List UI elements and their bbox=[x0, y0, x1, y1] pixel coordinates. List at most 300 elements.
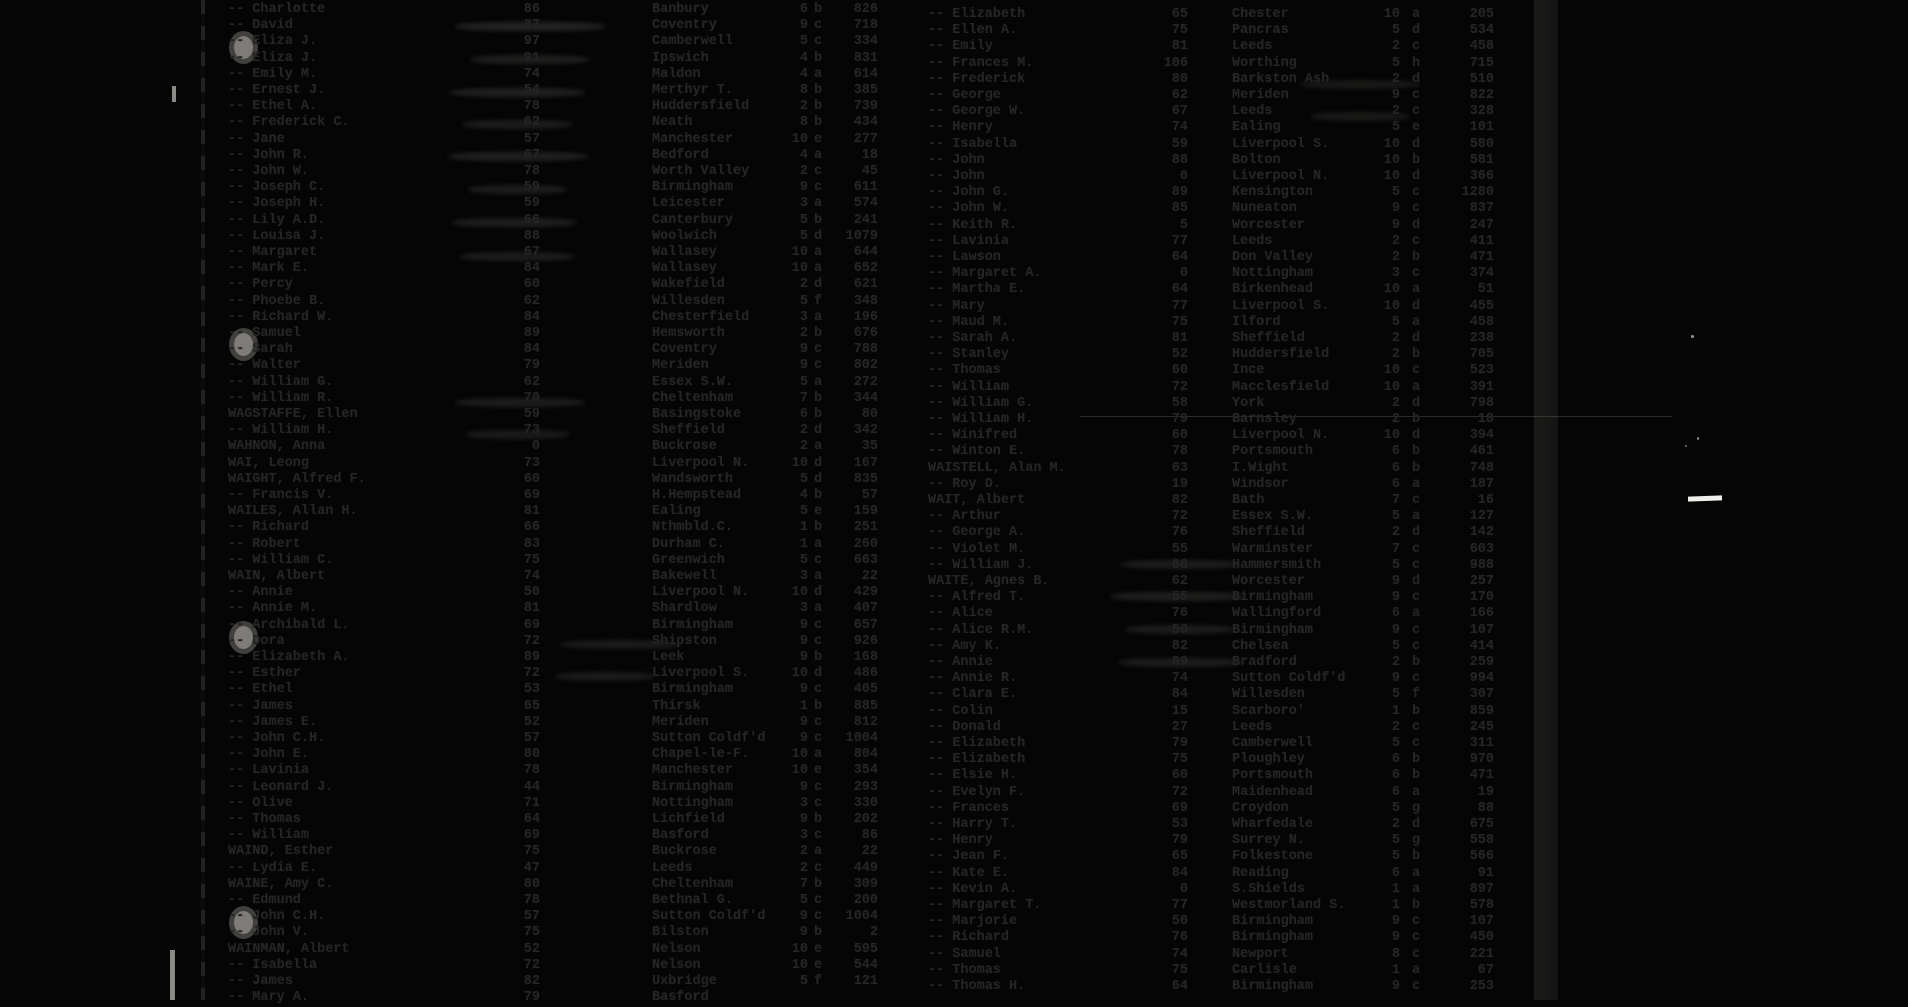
page-number-cell: 385 bbox=[853, 83, 878, 98]
volume-cell: 1 bbox=[799, 698, 808, 714]
name-cell: -- Harry T. bbox=[928, 817, 1018, 832]
age-cell: 80 bbox=[523, 747, 540, 763]
age-cell: 68 bbox=[1171, 557, 1188, 573]
district-cell: Cheltenham bbox=[652, 876, 734, 892]
age-cell: 89 bbox=[1171, 185, 1188, 201]
volume-cell: 3 bbox=[799, 795, 808, 811]
district-cell: Huddersfield bbox=[1232, 347, 1330, 363]
page-number-cell: 330 bbox=[853, 795, 878, 811]
volume-cell: 10 bbox=[1383, 169, 1400, 184]
district-cell: Manchester bbox=[652, 131, 734, 147]
name-cell: -- George W. bbox=[928, 104, 1026, 120]
name-cell: -- Martha E. bbox=[928, 282, 1026, 298]
name-cell: -- Ellen A. bbox=[928, 23, 1018, 39]
district-cell: Ealing bbox=[652, 504, 701, 520]
age-cell: 59 bbox=[523, 196, 540, 212]
page-number-cell: 328 bbox=[1469, 104, 1494, 120]
record-row bbox=[0, 185, 1908, 202]
subvolume-cell: a bbox=[814, 374, 823, 390]
subvolume-cell: b bbox=[1412, 152, 1421, 168]
subvolume-cell: c bbox=[814, 617, 823, 633]
name-cell: -- Olive bbox=[228, 795, 293, 811]
page-number-cell: 45 bbox=[861, 164, 878, 179]
subvolume-cell: b bbox=[814, 99, 823, 115]
name-cell: -- Ethel A. bbox=[228, 99, 318, 115]
record-row bbox=[0, 558, 1908, 575]
name-cell: -- John C.H. bbox=[228, 909, 326, 925]
district-cell: Windsor bbox=[1232, 476, 1289, 492]
volume-cell: 5 bbox=[1391, 849, 1400, 865]
page-number-cell: 205 bbox=[1469, 7, 1494, 22]
page-number-cell: 202 bbox=[853, 812, 878, 827]
volume-cell: 5 bbox=[1391, 736, 1400, 751]
volume-cell: 5 bbox=[799, 552, 808, 568]
volume-cell: 1 bbox=[1391, 881, 1400, 897]
name-cell: -- John V. bbox=[228, 925, 310, 941]
name-cell: -- Esther bbox=[228, 666, 301, 682]
name-cell: -- Charlotte bbox=[228, 2, 326, 17]
name-cell: -- Roy D. bbox=[928, 476, 1001, 492]
name-cell: WAISTELL, Alan M. bbox=[928, 460, 1066, 476]
district-cell: Folkestone bbox=[1232, 849, 1314, 865]
name-cell: WAI, Leong bbox=[228, 455, 310, 471]
page-number-cell: 676 bbox=[853, 326, 878, 341]
subvolume-cell: a bbox=[814, 601, 823, 617]
name-cell: -- James bbox=[228, 974, 293, 989]
age-cell: 70 bbox=[523, 390, 540, 406]
volume-cell: 6 bbox=[1391, 476, 1400, 492]
district-cell: Reading bbox=[1232, 865, 1289, 881]
name-cell: -- Amy K. bbox=[928, 638, 1001, 654]
district-cell: Chapel-le-F. bbox=[652, 747, 750, 763]
record-row bbox=[0, 201, 1908, 218]
page-number-cell: 471 bbox=[1469, 250, 1494, 265]
name-cell: -- Annie bbox=[928, 655, 993, 670]
age-cell: 65 bbox=[1171, 849, 1188, 865]
volume-cell: 9 bbox=[799, 909, 808, 925]
subvolume-cell: c bbox=[1412, 104, 1421, 120]
volume-cell: 10 bbox=[1383, 298, 1400, 314]
district-cell: Ipswich bbox=[652, 50, 709, 66]
record-row bbox=[0, 234, 1908, 251]
subvolume-cell: a bbox=[1412, 509, 1421, 525]
name-cell: -- Lavinia bbox=[228, 763, 310, 779]
name-cell: -- Donald bbox=[928, 719, 1001, 735]
volume-cell: 10 bbox=[1383, 136, 1400, 152]
subvolume-cell: c bbox=[814, 893, 823, 908]
age-cell: 58 bbox=[1171, 395, 1188, 411]
district-cell: Huddersfield bbox=[652, 99, 750, 115]
age-cell: 74 bbox=[1171, 946, 1188, 962]
volume-cell: 5 bbox=[1391, 23, 1400, 39]
district-cell: Chester bbox=[1232, 7, 1289, 22]
page-number-cell: 534 bbox=[1469, 23, 1494, 39]
district-cell: Bilston bbox=[652, 925, 709, 941]
page-number-cell: 22 bbox=[861, 844, 878, 860]
district-cell: Birmingham bbox=[652, 682, 734, 698]
page-number-cell: 574 bbox=[853, 196, 878, 212]
page-number-cell: 802 bbox=[853, 358, 878, 374]
name-cell: -- Margaret bbox=[228, 245, 318, 260]
record-row bbox=[0, 315, 1908, 332]
district-cell: Birmingham bbox=[652, 180, 734, 196]
subvolume-cell: b bbox=[1412, 250, 1421, 265]
age-cell: 84 bbox=[523, 309, 540, 325]
district-cell: Warminster bbox=[1232, 541, 1314, 557]
subvolume-cell: c bbox=[1412, 638, 1421, 654]
page-number-cell: 748 bbox=[1469, 460, 1494, 476]
age-cell: 75 bbox=[1171, 314, 1188, 330]
volume-cell: 5 bbox=[1391, 509, 1400, 525]
page-number-cell: 822 bbox=[1469, 88, 1494, 103]
subvolume-cell: c bbox=[814, 779, 823, 795]
age-cell: 69 bbox=[1171, 800, 1188, 816]
volume-cell: 1 bbox=[799, 520, 808, 536]
page-number-cell: 1004 bbox=[845, 909, 878, 925]
volume-cell: 10 bbox=[791, 747, 808, 763]
volume-cell: 2 bbox=[1391, 412, 1400, 427]
volume-cell: 10 bbox=[791, 585, 808, 601]
record-row bbox=[0, 120, 1908, 137]
subvolume-cell: a bbox=[1412, 784, 1421, 800]
subvolume-cell: e bbox=[814, 957, 823, 973]
age-cell: 52 bbox=[523, 941, 540, 957]
page-number-cell: 994 bbox=[1469, 671, 1494, 687]
page-number-cell: 580 bbox=[1469, 136, 1494, 152]
age-cell: 64 bbox=[523, 812, 540, 827]
record-row bbox=[0, 623, 1908, 640]
subvolume-cell: d bbox=[814, 585, 823, 601]
volume-cell: 8 bbox=[799, 115, 808, 131]
district-cell: Wallingford bbox=[1232, 606, 1322, 622]
volume-cell: 7 bbox=[1391, 493, 1400, 508]
subvolume-cell: b bbox=[1412, 703, 1421, 719]
page-number-cell: 394 bbox=[1469, 428, 1494, 444]
district-cell: Buckrose bbox=[652, 439, 717, 455]
district-cell: Pancras bbox=[1232, 23, 1289, 39]
name-cell: -- Dora bbox=[228, 633, 285, 649]
district-cell: Coventry bbox=[652, 18, 717, 34]
page-number-cell: 200 bbox=[853, 893, 878, 908]
name-cell: -- Thomas bbox=[928, 962, 1001, 978]
name-cell: -- Sarah A. bbox=[928, 331, 1018, 346]
name-cell: -- Sarah bbox=[228, 342, 293, 358]
district-cell: Nelson bbox=[652, 957, 701, 973]
volume-cell: 5 bbox=[1391, 55, 1400, 71]
volume-cell: 9 bbox=[799, 812, 808, 827]
page-number-cell: 1079 bbox=[845, 228, 878, 244]
district-cell: Durham C. bbox=[652, 536, 725, 552]
subvolume-cell: b bbox=[1412, 412, 1421, 427]
page-number-cell: 471 bbox=[1469, 768, 1494, 784]
name-cell: -- Jane bbox=[228, 131, 285, 147]
page-number-cell: 170 bbox=[1469, 590, 1494, 606]
page-number-cell: 458 bbox=[1469, 314, 1494, 330]
age-cell: 72 bbox=[1171, 379, 1188, 395]
name-cell: -- Kevin A. bbox=[928, 881, 1018, 897]
district-cell: Chelsea bbox=[1232, 638, 1289, 654]
district-cell: Camberwell bbox=[1232, 736, 1314, 751]
volume-cell: 9 bbox=[799, 180, 808, 196]
age-cell: 5 bbox=[1179, 217, 1188, 233]
subvolume-cell: a bbox=[1412, 379, 1421, 395]
volume-cell: 7 bbox=[799, 876, 808, 892]
volume-cell: 5 bbox=[1391, 314, 1400, 330]
volume-cell: 6 bbox=[1391, 606, 1400, 622]
page-number-cell: 461 bbox=[1469, 444, 1494, 460]
district-cell: Willesden bbox=[1232, 687, 1305, 703]
subvolume-cell: b bbox=[814, 698, 823, 714]
page-number-cell: 159 bbox=[853, 504, 878, 520]
volume-cell: 10 bbox=[1383, 282, 1400, 298]
name-cell: -- Marjorie bbox=[928, 914, 1018, 930]
volume-cell: 3 bbox=[799, 601, 808, 617]
page-number-cell: 251 bbox=[853, 520, 878, 536]
name-cell: -- Eliza J. bbox=[228, 50, 318, 66]
subvolume-cell: a bbox=[814, 196, 823, 212]
district-cell: Worth Valley bbox=[652, 164, 750, 179]
page-number-cell: 67 bbox=[1477, 962, 1494, 978]
page-number-cell: 558 bbox=[1469, 833, 1494, 849]
name-cell: -- Kate E. bbox=[928, 865, 1010, 881]
district-cell: Leeds bbox=[1232, 719, 1273, 735]
volume-cell: 6 bbox=[1391, 444, 1400, 460]
volume-cell: 9 bbox=[799, 650, 808, 665]
district-cell: Ince bbox=[1232, 363, 1265, 379]
age-cell: 67 bbox=[523, 245, 540, 260]
name-cell: -- Elizabeth bbox=[928, 752, 1026, 768]
age-cell: 72 bbox=[523, 666, 540, 682]
page-number-cell: 581 bbox=[1469, 152, 1494, 168]
volume-cell: 3 bbox=[799, 828, 808, 844]
volume-cell: 2 bbox=[1391, 719, 1400, 735]
age-cell: 62 bbox=[523, 374, 540, 390]
subvolume-cell: c bbox=[814, 795, 823, 811]
subvolume-cell: c bbox=[814, 909, 823, 925]
name-cell: -- John G. bbox=[928, 185, 1010, 201]
age-cell: 82 bbox=[523, 974, 540, 989]
volume-cell: 8 bbox=[799, 83, 808, 98]
volume-cell: 2 bbox=[1391, 233, 1400, 249]
district-cell: Bedford bbox=[652, 147, 709, 163]
subvolume-cell: d bbox=[814, 471, 823, 487]
page-number-cell: 187 bbox=[1469, 476, 1494, 492]
volume-cell: 3 bbox=[799, 309, 808, 325]
volume-cell: 10 bbox=[1383, 428, 1400, 444]
age-cell: 78 bbox=[1171, 444, 1188, 460]
record-row bbox=[0, 817, 1908, 834]
district-cell: Leicester bbox=[652, 196, 725, 212]
name-cell: -- Arthur bbox=[928, 509, 1001, 525]
volume-cell: 2 bbox=[799, 860, 808, 876]
age-cell: 67 bbox=[523, 147, 540, 163]
age-cell: 88 bbox=[1171, 152, 1188, 168]
volume-cell: 2 bbox=[1391, 71, 1400, 87]
name-cell: -- John bbox=[928, 169, 985, 184]
record-row bbox=[0, 947, 1908, 964]
page-number-cell: 411 bbox=[1469, 233, 1494, 249]
page-number-cell: 307 bbox=[1469, 687, 1494, 703]
district-cell: Bradford bbox=[1232, 655, 1297, 670]
name-cell: -- Annie bbox=[228, 585, 293, 601]
record-row bbox=[0, 347, 1908, 364]
subvolume-cell: a bbox=[814, 66, 823, 82]
volume-cell: 5 bbox=[799, 212, 808, 228]
page-number-cell: 168 bbox=[853, 650, 878, 665]
record-row bbox=[0, 720, 1908, 737]
district-cell: Ploughley bbox=[1232, 752, 1305, 768]
district-cell: Essex S.W. bbox=[1232, 509, 1314, 525]
age-cell: 81 bbox=[1171, 39, 1188, 55]
page-number-cell: 344 bbox=[853, 390, 878, 406]
volume-cell: 9 bbox=[1391, 622, 1400, 638]
volume-cell: 9 bbox=[799, 925, 808, 941]
name-cell: -- Samuel bbox=[228, 326, 301, 341]
age-cell: 65 bbox=[523, 698, 540, 714]
subvolume-cell: c bbox=[1412, 590, 1421, 606]
page-number-cell: 86 bbox=[861, 828, 878, 844]
subvolume-cell: d bbox=[1412, 71, 1421, 87]
page-number-cell: 19 bbox=[1477, 784, 1494, 800]
age-cell: 71 bbox=[523, 795, 540, 811]
age-cell: 60 bbox=[523, 277, 540, 293]
district-cell: Worthing bbox=[1232, 55, 1297, 71]
name-cell: -- Jean F. bbox=[928, 849, 1010, 865]
page-number-cell: 253 bbox=[1469, 979, 1494, 994]
subvolume-cell: c bbox=[1412, 671, 1421, 687]
volume-cell: 7 bbox=[1391, 541, 1400, 557]
page-number-cell: 449 bbox=[853, 860, 878, 876]
record-row bbox=[0, 137, 1908, 154]
record-row bbox=[0, 509, 1908, 526]
subvolume-cell: h bbox=[1412, 55, 1421, 71]
volume-cell: 4 bbox=[799, 147, 808, 163]
age-cell: 75 bbox=[1171, 23, 1188, 39]
volume-cell: 9 bbox=[1391, 979, 1400, 994]
volume-cell: 2 bbox=[1391, 250, 1400, 265]
name-cell: WAILES, Allan H. bbox=[228, 504, 358, 520]
volume-cell: 2 bbox=[1391, 817, 1400, 832]
district-cell: Birmingham bbox=[1232, 590, 1314, 606]
district-cell: Ilford bbox=[1232, 314, 1281, 330]
age-cell: 66 bbox=[523, 212, 540, 228]
subvolume-cell: b bbox=[814, 520, 823, 536]
district-cell: Cheltenham bbox=[652, 390, 734, 406]
age-cell: 75 bbox=[523, 844, 540, 860]
age-cell: 89 bbox=[1171, 655, 1188, 670]
subvolume-cell: c bbox=[1412, 88, 1421, 103]
record-row bbox=[0, 752, 1908, 769]
subvolume-cell: b bbox=[814, 212, 823, 228]
age-cell: 79 bbox=[523, 990, 540, 1006]
district-cell: Birmingham bbox=[1232, 979, 1314, 994]
district-cell: Surrey N. bbox=[1232, 833, 1305, 849]
volume-cell: 10 bbox=[791, 957, 808, 973]
district-cell: Wandsworth bbox=[652, 471, 734, 487]
district-cell: Sheffield bbox=[1232, 525, 1305, 541]
age-cell: 59 bbox=[1171, 136, 1188, 152]
name-cell: -- Elsie H. bbox=[928, 768, 1018, 784]
volume-cell: 9 bbox=[799, 779, 808, 795]
volume-cell: 9 bbox=[1391, 201, 1400, 217]
name-cell: -- Henry bbox=[928, 833, 993, 849]
record-row bbox=[0, 590, 1908, 607]
record-row bbox=[0, 639, 1908, 656]
district-cell: Chesterfield bbox=[652, 309, 750, 325]
volume-cell: 5 bbox=[799, 374, 808, 390]
name-cell: -- James E. bbox=[228, 714, 318, 730]
district-cell: Banbury bbox=[652, 2, 709, 17]
volume-cell: 4 bbox=[799, 488, 808, 503]
age-cell: 83 bbox=[523, 536, 540, 552]
volume-cell: 10 bbox=[1383, 379, 1400, 395]
name-cell: -- Annie M. bbox=[228, 601, 318, 617]
subvolume-cell: e bbox=[814, 131, 823, 147]
district-cell: Nuneaton bbox=[1232, 201, 1297, 217]
subvolume-cell: c bbox=[814, 34, 823, 50]
page-number-cell: 366 bbox=[1469, 169, 1494, 184]
name-cell: -- Ethel bbox=[228, 682, 293, 698]
record-row bbox=[0, 266, 1908, 283]
subvolume-cell: c bbox=[1412, 557, 1421, 573]
subvolume-cell: d bbox=[1412, 428, 1421, 444]
district-cell: Basingstoke bbox=[652, 407, 742, 422]
district-cell: Hemsworth bbox=[652, 326, 725, 341]
age-cell: 91 bbox=[523, 50, 540, 66]
volume-cell: 6 bbox=[1391, 768, 1400, 784]
district-cell: Maldon bbox=[652, 66, 701, 82]
age-cell: 50 bbox=[523, 585, 540, 601]
subvolume-cell: c bbox=[1412, 736, 1421, 751]
subvolume-cell: d bbox=[1412, 136, 1421, 152]
district-cell: Sheffield bbox=[1232, 331, 1305, 346]
record-row bbox=[0, 331, 1908, 348]
page-number-cell: 309 bbox=[853, 876, 878, 892]
subvolume-cell: g bbox=[1412, 833, 1421, 849]
name-cell: -- Elizabeth bbox=[928, 7, 1026, 22]
district-cell: Woolwich bbox=[652, 228, 717, 244]
district-cell: Coventry bbox=[652, 342, 717, 358]
record-row bbox=[0, 428, 1908, 445]
name-cell: -- William C. bbox=[228, 552, 334, 568]
volume-cell: 5 bbox=[1391, 687, 1400, 703]
name-cell: -- Frederick C. bbox=[228, 115, 350, 131]
age-cell: 106 bbox=[1163, 55, 1188, 71]
age-cell: 60 bbox=[1171, 428, 1188, 444]
name-cell: -- Violet M. bbox=[928, 541, 1026, 557]
record-row bbox=[0, 833, 1908, 850]
volume-cell: 5 bbox=[1391, 638, 1400, 654]
page-number-cell: 2 bbox=[869, 925, 878, 941]
volume-cell: 9 bbox=[1391, 217, 1400, 233]
volume-cell: 2 bbox=[1391, 104, 1400, 120]
subvolume-cell: c bbox=[1412, 233, 1421, 249]
name-cell: WAIT, Albert bbox=[928, 493, 1026, 508]
district-cell: Meriden bbox=[1232, 88, 1289, 103]
page-number-cell: 1004 bbox=[845, 731, 878, 746]
volume-cell: 9 bbox=[1391, 590, 1400, 606]
age-cell: 74 bbox=[1171, 671, 1188, 687]
age-cell: 76 bbox=[1171, 606, 1188, 622]
district-cell: Newport bbox=[1232, 946, 1289, 962]
age-cell: 59 bbox=[523, 407, 540, 422]
page-number-cell: 16 bbox=[1477, 493, 1494, 508]
district-cell: Meriden bbox=[652, 714, 709, 730]
subvolume-cell: f bbox=[814, 974, 823, 989]
subvolume-cell: c bbox=[814, 358, 823, 374]
record-row bbox=[0, 7, 1908, 24]
name-cell: -- Richard W. bbox=[228, 309, 334, 325]
